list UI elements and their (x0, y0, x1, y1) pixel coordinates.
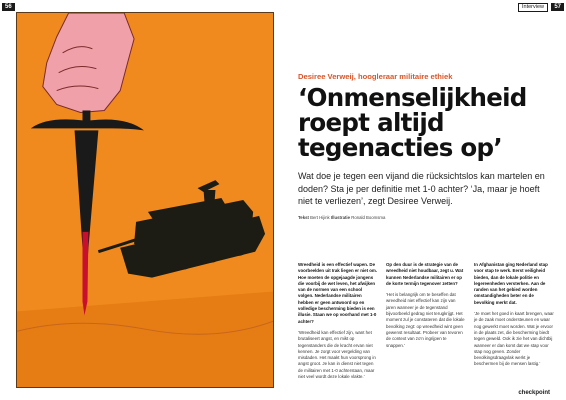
article-body (298, 262, 556, 385)
credits-text-name: Bert Hijink (310, 214, 330, 220)
answer-1: ‘Wreedheid kan effectief zijn, want het brutaliseert angst, en mikt op tegenstanders die de kracht ervan niet kennen. Je zorgt voor vergelding van misdaden. Het maakt hun voorsprong in angst groot. Je kan in dienst niet tegen de militairen met 1-0 achterstaan, maar niet veel wordt deze lokale vlakte.’ (298, 329, 376, 380)
article-credits (298, 215, 556, 220)
article-header (298, 72, 556, 220)
question-3: In Afghanistan ging Nederland stap voor stap te werk. Eerst veiligheid bieden, dan de lokale politie en legereenheden versterken. Aan de randen van het gebied worden omstandigheden beter en de bevolking merkt dat. (474, 262, 548, 305)
right-page-number: 57 (551, 3, 564, 11)
body-column-3 (474, 262, 554, 385)
left-page-number: 56 (2, 3, 15, 11)
section-tag: Interview (518, 3, 548, 12)
article-lead: Wat doe je tegen een vijand die rücksichtslos kan martelen en doden? Sta je per definitie met 1-0 achter? ‘Ja, maar je hoeft niet te verliezen’, zegt Desiree Verweij. (298, 171, 545, 206)
question-2: Op den duur is de strategie van de wreedheid niet houdbaar, zegt u. Wat kunnen Nederlandse militairen er op de korte termijn tegenover zetten? (386, 262, 464, 286)
question-1: Wreedheid is een effectief wapen. De voorbeelden uit Irak liegen er niet om. Hoe moeten de opgejaagde jongens die voorbij de wet leven, het afwijken van de normen van een school volgen. Nederlandse militairen hebben er geen antwoord op en volledige bescherming bieden is een illusie. Staan we op voorhand met 1-0 achter? (298, 262, 378, 324)
body-column-1 (298, 262, 378, 385)
credits-illustration-name: Ronald Boomsma (351, 214, 386, 220)
article-headline: ‘Onmenselijkheid roept altijd tegenacties op’ (298, 83, 527, 162)
answer-2: ‘Het is belangrijk om te beseffen dat wreedheid niet effectief kan zijn van jaren wanneer je de tegenstand bijvoorbeeld gedrag niet terugkrijgt. Het moment zul je constateren dat die lokale bevolking zegt: op wreedheid wint geen gewenst resultaat. Probeer van tevoren de context van zo’n ingrijpen te snappen.’ (386, 292, 465, 348)
credits-illustration-label: Illustratie (330, 214, 351, 220)
illustration (16, 12, 274, 388)
magazine-brand: checkpoint (518, 390, 550, 396)
tank-and-dagger-illustration (17, 13, 273, 387)
answer-3: ‘Je moet het goed in kaart brengen, waar je de zaak moet ondersteunen en waar nog gewerkt moet worden. Wat je ervoor in de plaats zet, die bescherming biedt tegen geweld. Ook ik zie het van dichtbij wanneer er dan komt dat we stap voor stap nog geven. Zonder bevolkingsdraagvlak werkt je beschermen bij de mensen lastig.’ (474, 311, 554, 367)
article-kicker: Desiree Verweij, hoogleraar militaire ethiek (298, 72, 453, 81)
body-column-2 (386, 262, 466, 385)
credits-text-label: Tekst (298, 214, 309, 220)
